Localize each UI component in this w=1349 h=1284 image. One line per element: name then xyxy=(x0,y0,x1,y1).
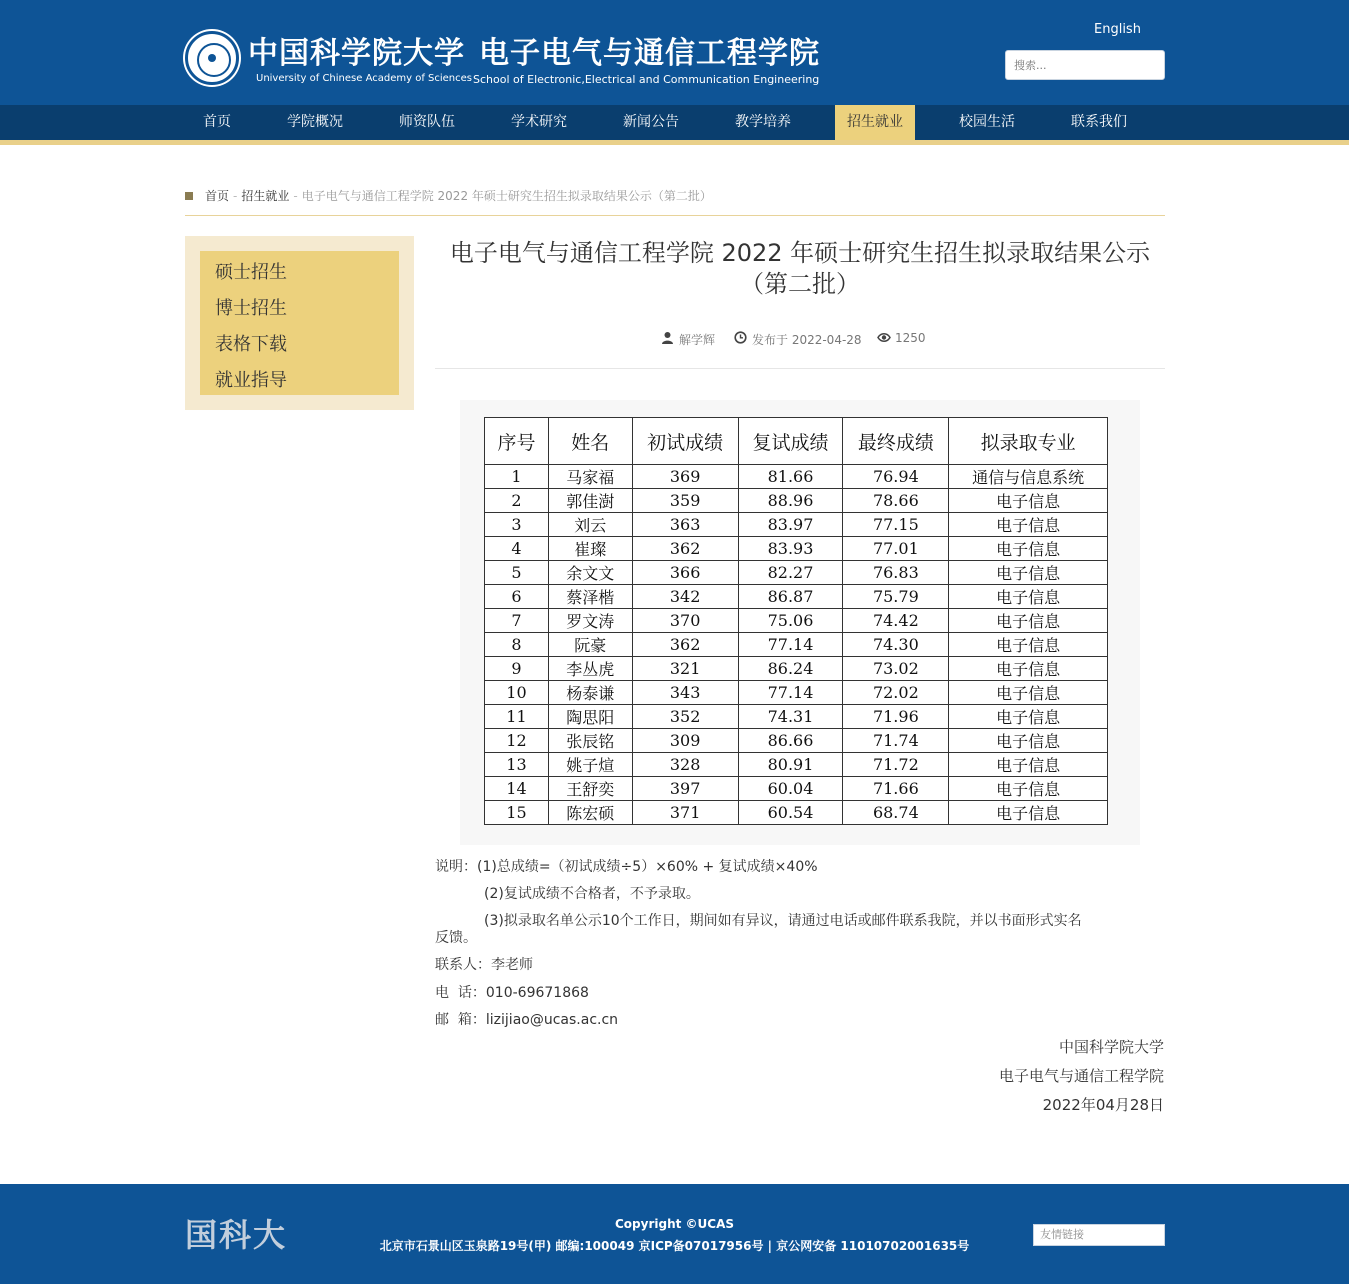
nav-item-news[interactable]: 新闻公告 xyxy=(623,114,679,130)
article-author: 解学辉 xyxy=(679,333,716,347)
cell-index: 9 xyxy=(485,657,549,681)
logo-school-english: School of Electronic,Electrical and Communication Engineering xyxy=(473,73,820,86)
cell-retest-score: 77.14 xyxy=(738,633,843,657)
table-row xyxy=(485,537,1108,561)
cell-retest-score: 86.66 xyxy=(738,729,843,753)
note-1: 说明：(1)总成绩=（初试成绩÷5）×60% + 复试成绩×40% xyxy=(435,859,818,875)
cell-major: 电子信息 xyxy=(949,633,1108,657)
breadcrumb xyxy=(205,187,712,204)
user-icon xyxy=(661,331,674,344)
cell-name: 罗文涛 xyxy=(548,609,632,633)
cell-final-score: 71.74 xyxy=(843,729,949,753)
sidebar-item-phd[interactable]: 博士招生 xyxy=(215,298,287,319)
cell-name: 余文文 xyxy=(548,561,632,585)
cell-final-score: 71.72 xyxy=(843,753,949,777)
cell-index: 6 xyxy=(485,585,549,609)
cell-index: 8 xyxy=(485,633,549,657)
cell-final-score: 72.02 xyxy=(843,681,949,705)
friend-links-select[interactable]: 友情链接 xyxy=(1033,1224,1165,1246)
cell-retest-score: 77.14 xyxy=(738,681,843,705)
cell-name: 张辰铭 xyxy=(548,729,632,753)
english-link[interactable]: English xyxy=(1094,22,1141,37)
table-row xyxy=(485,681,1108,705)
note-2: (2)复试成绩不合格者，不予录取。 xyxy=(484,886,700,902)
cell-index: 2 xyxy=(485,489,549,513)
col-header-name: 姓名 xyxy=(548,418,632,465)
cell-major: 电子信息 xyxy=(949,777,1108,801)
cell-index: 10 xyxy=(485,681,549,705)
search-input[interactable] xyxy=(1005,50,1165,80)
nav-item-admissions[interactable]: 招生就业 xyxy=(835,105,915,140)
cell-name: 马家福 xyxy=(548,465,632,489)
note-3-continuation: 反馈。 xyxy=(435,930,477,946)
breadcrumb-section[interactable]: 招生就业 xyxy=(241,189,290,203)
cell-initial-score: 366 xyxy=(632,561,738,585)
logo-university-name: 中国科学院大学 xyxy=(248,36,465,71)
cell-major: 电子信息 xyxy=(949,753,1108,777)
breadcrumb-separator: - xyxy=(293,189,298,203)
cell-major: 电子信息 xyxy=(949,801,1108,825)
cell-final-score: 71.96 xyxy=(843,705,949,729)
nav-item-education[interactable]: 教学培养 xyxy=(735,114,791,130)
cell-initial-score: 352 xyxy=(632,705,738,729)
col-header-major: 拟录取专业 xyxy=(949,418,1108,465)
cell-major: 电子信息 xyxy=(949,513,1108,537)
table-row xyxy=(485,585,1108,609)
cell-final-score: 77.01 xyxy=(843,537,949,561)
cell-retest-score: 82.27 xyxy=(738,561,843,585)
meta-divider xyxy=(435,368,1165,369)
cell-major: 电子信息 xyxy=(949,537,1108,561)
cell-index: 15 xyxy=(485,801,549,825)
cell-index: 4 xyxy=(485,537,549,561)
sidebar-item-career[interactable]: 就业指导 xyxy=(215,370,287,391)
nav-item-about[interactable]: 学院概况 xyxy=(287,114,343,130)
cell-major: 电子信息 xyxy=(949,729,1108,753)
nav-item-contact[interactable]: 联系我们 xyxy=(1071,114,1127,130)
note-3: (3)拟录取名单公示10个工作日，期间如有异议，请通过电话或邮件联系我院，并以书面形式实名 xyxy=(484,913,1082,929)
cell-retest-score: 88.96 xyxy=(738,489,843,513)
signature-date: 2022年04月28日 xyxy=(1042,1096,1164,1114)
table-row xyxy=(485,705,1108,729)
table-row xyxy=(485,777,1108,801)
cell-initial-score: 309 xyxy=(632,729,738,753)
breadcrumb-marker-icon xyxy=(185,192,193,200)
contact-phone: 电 话：010-69671868 xyxy=(435,985,589,1001)
cell-retest-score: 86.87 xyxy=(738,585,843,609)
cell-final-score: 76.83 xyxy=(843,561,949,585)
cell-retest-score: 81.66 xyxy=(738,465,843,489)
cell-initial-score: 369 xyxy=(632,465,738,489)
table-row xyxy=(485,753,1108,777)
nav-gold-strip xyxy=(0,140,1349,145)
page-title-line2: （第二批） xyxy=(740,270,860,298)
cell-final-score: 68.74 xyxy=(843,801,949,825)
table-row xyxy=(485,729,1108,753)
breadcrumb-home[interactable]: 首页 xyxy=(205,189,230,203)
table-header-row xyxy=(485,418,1108,465)
cell-major: 电子信息 xyxy=(949,561,1108,585)
cell-name: 崔璨 xyxy=(548,537,632,561)
clock-icon xyxy=(734,331,747,344)
contact-email: 邮 箱：lizijiao@ucas.ac.cn xyxy=(435,1012,619,1028)
cell-index: 5 xyxy=(485,561,549,585)
col-header-initial-score: 初试成绩 xyxy=(632,418,738,465)
cell-major: 电子信息 xyxy=(949,657,1108,681)
cell-initial-score: 328 xyxy=(632,753,738,777)
sidebar-item-forms[interactable]: 表格下载 xyxy=(215,334,287,355)
nav-item-campus[interactable]: 校园生活 xyxy=(959,114,1015,130)
cell-initial-score: 370 xyxy=(632,609,738,633)
contact-person: 联系人：李老师 xyxy=(435,957,533,973)
table-row xyxy=(485,657,1108,681)
cell-retest-score: 75.06 xyxy=(738,609,843,633)
cell-final-score: 74.30 xyxy=(843,633,949,657)
cell-initial-score: 363 xyxy=(632,513,738,537)
signature-university: 中国科学院大学 xyxy=(1058,1038,1164,1056)
cell-final-score: 74.42 xyxy=(843,609,949,633)
cell-index: 14 xyxy=(485,777,549,801)
cell-retest-score: 86.24 xyxy=(738,657,843,681)
article-date: 发布于 2022-04-28 xyxy=(752,333,862,347)
cell-major: 电子信息 xyxy=(949,489,1108,513)
cell-initial-score: 362 xyxy=(632,537,738,561)
cell-index: 13 xyxy=(485,753,549,777)
nav-item-research[interactable]: 学术研究 xyxy=(511,114,567,130)
eye-icon xyxy=(877,331,891,344)
site-logo-text[interactable] xyxy=(248,28,820,72)
cell-retest-score: 74.31 xyxy=(738,705,843,729)
logo-school-name: 电子电气与通信工程学院 xyxy=(479,36,820,71)
cell-initial-score: 397 xyxy=(632,777,738,801)
cell-retest-score: 83.97 xyxy=(738,513,843,537)
cell-final-score: 76.94 xyxy=(843,465,949,489)
breadcrumb-current: 电子电气与通信工程学院 2022 年硕士研究生招生拟录取结果公示（第二批） xyxy=(301,189,712,203)
col-header-retest-score: 复试成绩 xyxy=(738,418,843,465)
cell-major: 电子信息 xyxy=(949,609,1108,633)
cell-index: 1 xyxy=(485,465,549,489)
signature-school: 电子电气与通信工程学院 xyxy=(998,1067,1164,1085)
cell-index: 3 xyxy=(485,513,549,537)
cell-name: 郭佳澍 xyxy=(548,489,632,513)
cell-initial-score: 362 xyxy=(632,633,738,657)
table-row xyxy=(485,489,1108,513)
sidebar-item-master[interactable]: 硕士招生 xyxy=(215,262,287,283)
cell-major: 电子信息 xyxy=(949,705,1108,729)
footer-logo: 国科大 xyxy=(185,1216,288,1254)
footer-address: 北京市石景山区玉泉路19号(甲) 邮编:100049 京ICP备07017956号 | 京公网安备 11010702001635号 xyxy=(379,1239,970,1253)
nav-item-home[interactable]: 首页 xyxy=(203,114,231,130)
cell-initial-score: 343 xyxy=(632,681,738,705)
logo-university-english: University of Chinese Academy of Sciences xyxy=(256,73,472,84)
cell-name: 阮豪 xyxy=(548,633,632,657)
table-row xyxy=(485,513,1108,537)
cell-name: 王舒奕 xyxy=(548,777,632,801)
cell-final-score: 78.66 xyxy=(843,489,949,513)
cell-final-score: 75.79 xyxy=(843,585,949,609)
table-row xyxy=(485,561,1108,585)
results-table xyxy=(484,417,1108,825)
cell-final-score: 77.15 xyxy=(843,513,949,537)
table-row xyxy=(485,465,1108,489)
table-row xyxy=(485,633,1108,657)
cell-retest-score: 60.54 xyxy=(738,801,843,825)
cell-major: 电子信息 xyxy=(949,585,1108,609)
cell-name: 刘云 xyxy=(548,513,632,537)
footer-copyright: Copyright ©UCAS xyxy=(614,1217,735,1231)
cell-major: 通信与信息系统 xyxy=(949,465,1108,489)
cell-retest-score: 80.91 xyxy=(738,753,843,777)
cell-retest-score: 83.93 xyxy=(738,537,843,561)
cell-retest-score: 60.04 xyxy=(738,777,843,801)
cell-name: 蔡泽楷 xyxy=(548,585,632,609)
cell-initial-score: 371 xyxy=(632,801,738,825)
cell-name: 姚子煊 xyxy=(548,753,632,777)
table-row xyxy=(485,801,1108,825)
breadcrumb-divider xyxy=(185,215,1165,216)
nav-item-faculty[interactable]: 师资队伍 xyxy=(399,114,455,130)
cell-name: 杨泰谦 xyxy=(548,681,632,705)
breadcrumb-separator: - xyxy=(233,189,238,203)
cell-index: 7 xyxy=(485,609,549,633)
cell-initial-score: 359 xyxy=(632,489,738,513)
cell-final-score: 71.66 xyxy=(843,777,949,801)
cell-major: 电子信息 xyxy=(949,681,1108,705)
cell-index: 12 xyxy=(485,729,549,753)
article-views: 1250 xyxy=(895,331,926,345)
cell-final-score: 73.02 xyxy=(843,657,949,681)
cell-name: 李丛虎 xyxy=(548,657,632,681)
cell-initial-score: 342 xyxy=(632,585,738,609)
page-title xyxy=(435,238,1165,300)
cell-index: 11 xyxy=(485,705,549,729)
ucas-emblem-icon[interactable] xyxy=(185,31,239,85)
table-row xyxy=(485,609,1108,633)
cell-initial-score: 321 xyxy=(632,657,738,681)
page-title-line1: 电子电气与通信工程学院 2022 年硕士研究生招生拟录取结果公示 xyxy=(449,239,1151,267)
cell-name: 陈宏硕 xyxy=(548,801,632,825)
col-header-index: 序号 xyxy=(485,418,549,465)
col-header-final-score: 最终成绩 xyxy=(843,418,949,465)
cell-name: 陶思阳 xyxy=(548,705,632,729)
